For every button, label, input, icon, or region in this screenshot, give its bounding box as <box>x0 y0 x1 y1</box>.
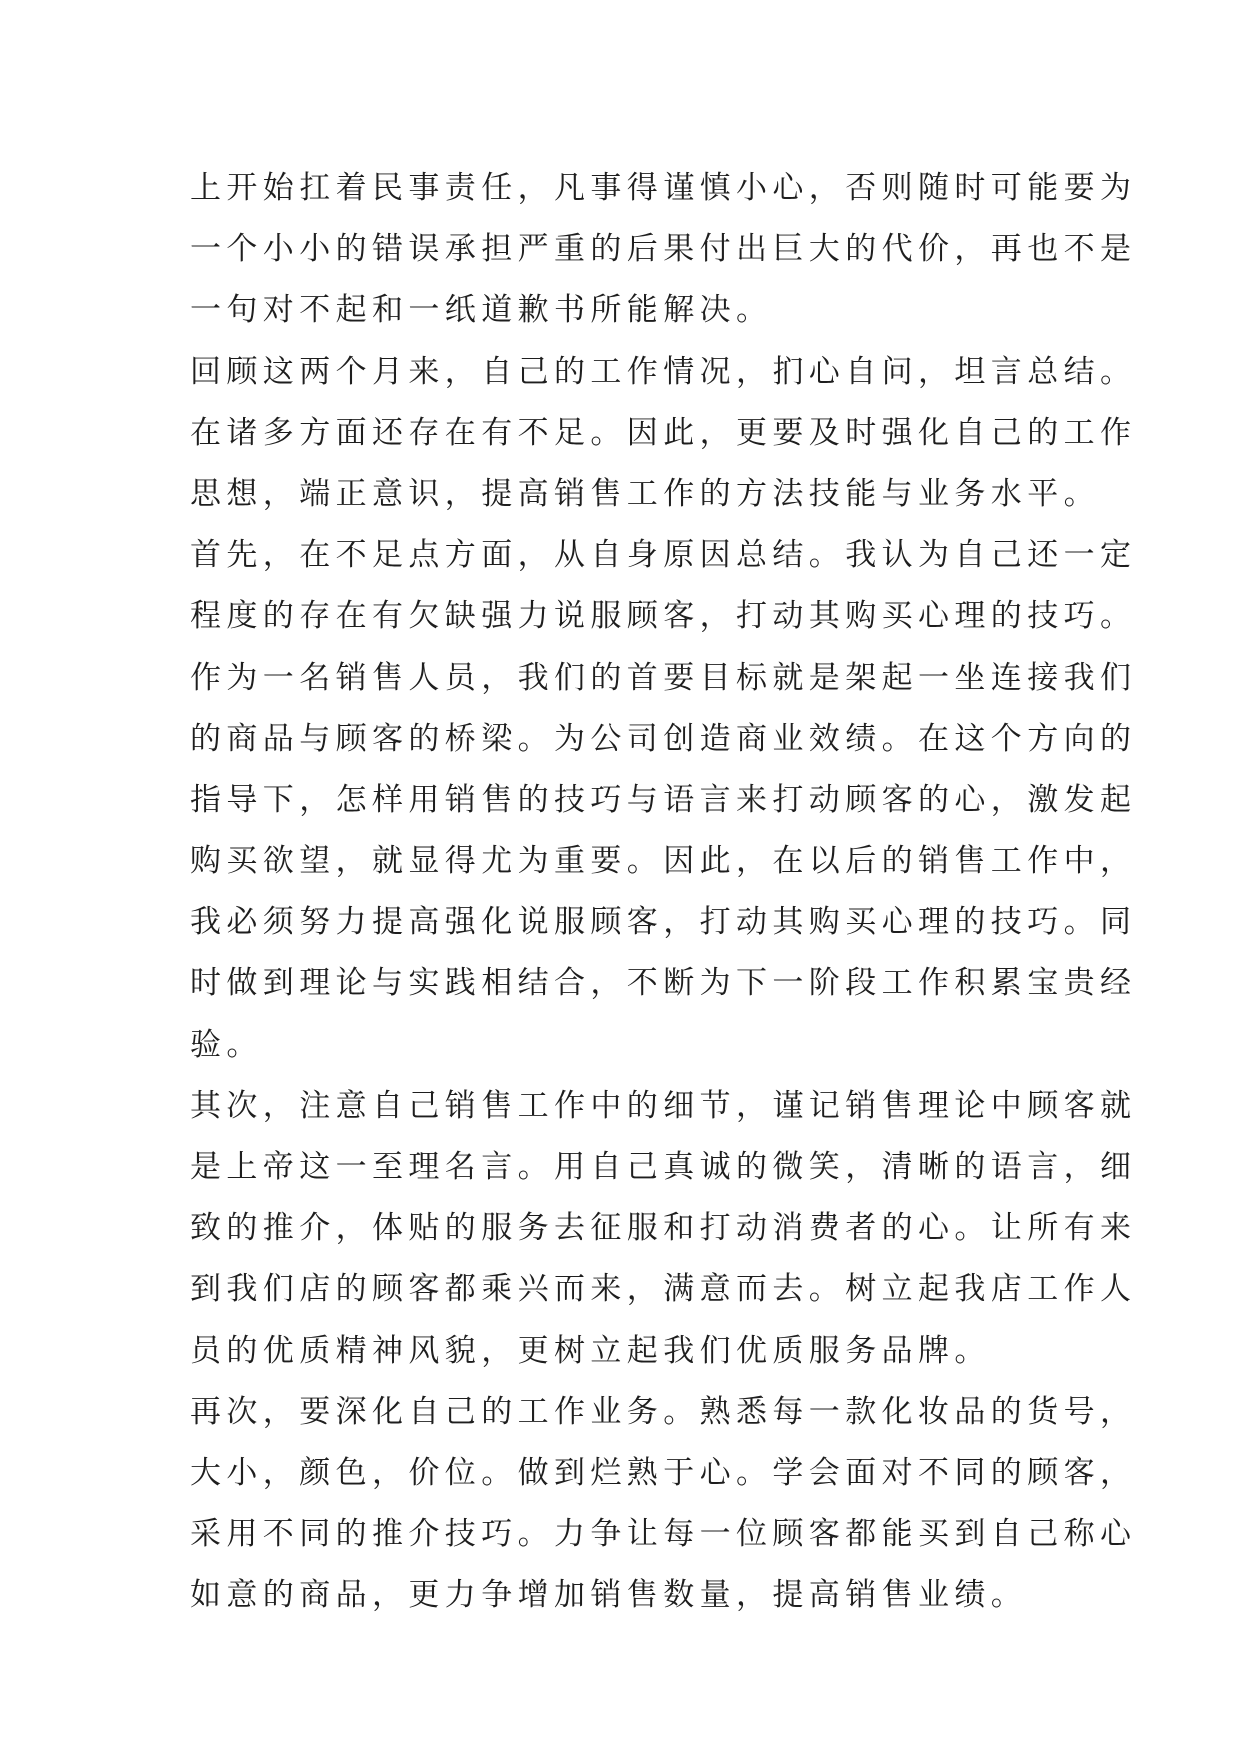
text-line: 一个小小的错误承担严重的后果付出巨大的代价，再也不是 <box>190 231 1137 268</box>
text-line: 思想，端正意识，提高销售工作的方法技能与业务水平。 <box>190 475 1100 512</box>
text-line: 的商品与顾客的桥梁。为公司创造商业效绩。在这个方向的 <box>190 720 1137 757</box>
text-line: 时做到理论与实践相结合，不断为下一阶段工作积累宝贵经 <box>190 965 1137 1002</box>
text-line: 回顾这两个月来，自己的工作情况，扪心自问，坦言总结。 <box>190 353 1137 390</box>
text-line: 在诸多方面还存在有不足。因此，更要及时强化自己的工作 <box>190 414 1137 451</box>
text-line: 员的优质精神风貌，更树立起我们优质服务品牌。 <box>190 1332 991 1369</box>
text-line: 到我们店的顾客都乘兴而来，满意而去。树立起我店工作人 <box>190 1271 1137 1308</box>
text-line: 我必须努力提高强化说服顾客，打动其购买心理的技巧。同 <box>190 904 1137 941</box>
text-line: 程度的存在有欠缺强力说服顾客，打动其购买心理的技巧。 <box>190 598 1137 635</box>
text-line: 首先，在不足点方面，从自身原因总结。我认为自己还一定 <box>190 537 1137 574</box>
text-line: 验。 <box>190 1026 263 1063</box>
text-line: 上开始扛着民事责任，凡事得谨慎小心，否则随时可能要为 <box>190 170 1137 206</box>
text-line: 再次，要深化自己的工作业务。熟悉每一款化妆品的货号， <box>190 1393 1137 1430</box>
text-line: 指导下，怎样用销售的技巧与语言来打动顾客的心，激发起 <box>190 781 1137 818</box>
text-line: 其次，注意自己销售工作中的细节，谨记销售理论中顾客就 <box>190 1087 1137 1124</box>
text-line: 采用不同的推介技巧。力争让每一位顾客都能买到自己称心 <box>190 1516 1137 1553</box>
text-line: 是上帝这一至理名言。用自己真诚的微笑，清晰的语言，细 <box>190 1149 1137 1185</box>
text-line: 作为一名销售人员，我们的首要目标就是架起一坐连接我们 <box>190 659 1137 696</box>
body-text <box>190 158 1137 1627</box>
text-line: 一句对不起和一纸道歉书所能解决。 <box>190 292 773 329</box>
text-line: 如意的商品，更力争增加销售数量，提高销售业绩。 <box>190 1577 1028 1614</box>
text-line: 致的推介，体贴的服务去征服和打动消费者的心。让所有来 <box>190 1210 1137 1247</box>
text-line: 购买欲望，就显得尤为重要。因此，在以后的销售工作中， <box>190 843 1137 880</box>
text-line: 大小，颜色，价位。做到烂熟于心。学会面对不同的顾客， <box>190 1454 1137 1491</box>
